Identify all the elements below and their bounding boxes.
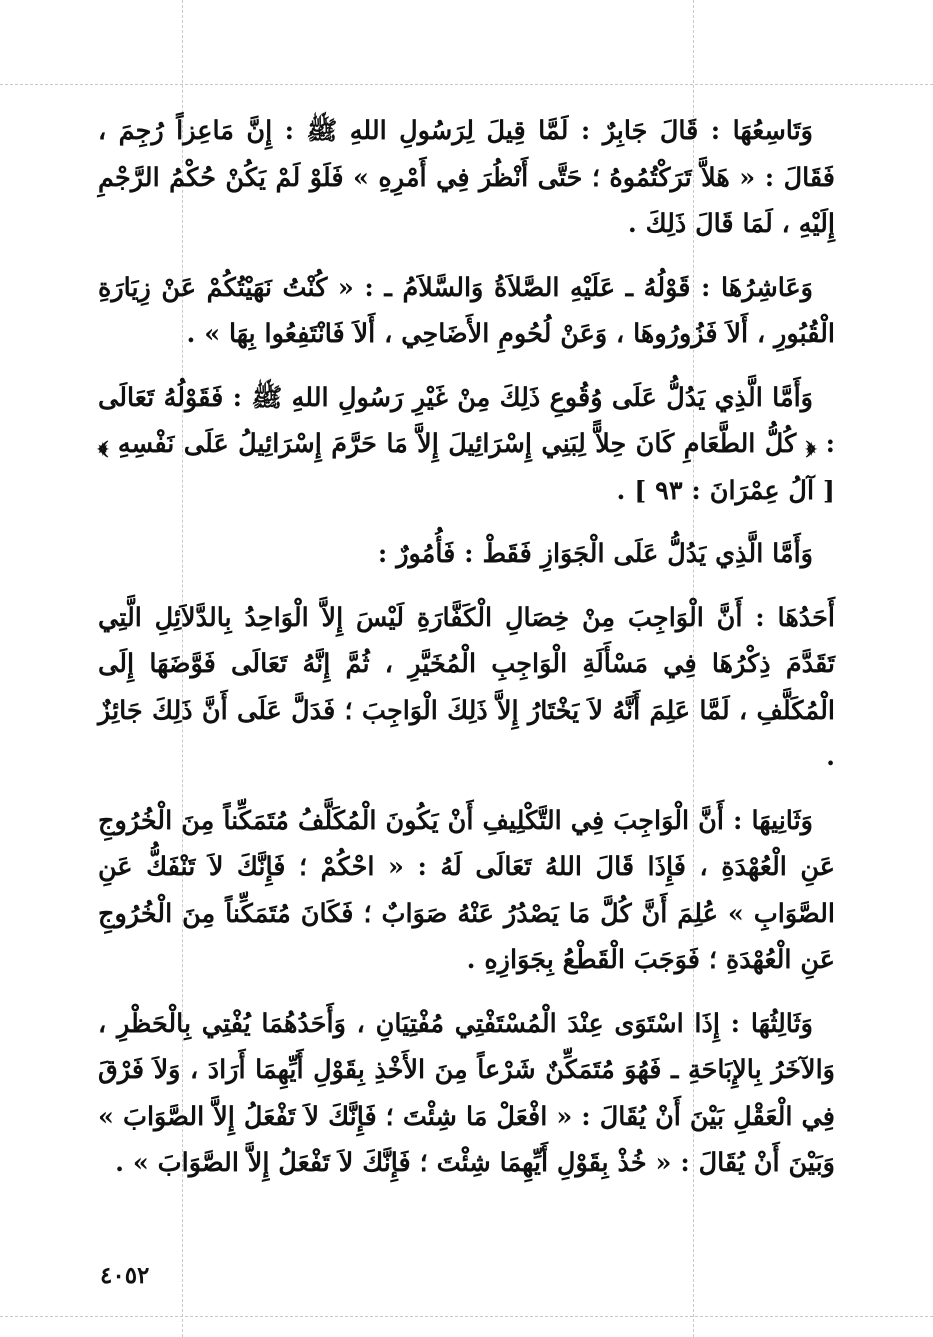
paragraph-third: وَثَالِثُهَا : إِذَا اسْتَوَى عِنْدَ الْمُسْتَفْتِي مُفْتِيَانِ ، وَأَحَدُهُمَا يُفْتِي بِالْحَظْرِ ، وَالآخَرُ بِالإِبَاحَةِ ـ فَهُوَ مُتَمَكِّنٌ شَرْعاً مِنَ الأَخْذِ بِقَوْلِ أَيِّهِمَا أَرَادَ ، وَلاَ فَرْقَ فِي الْعَقْلِ بَيْنَ أَنْ يُقَالَ : « افْعَلْ مَا شِئْتَ ؛ فَإِنَّكَ لاَ تَفْعَلُ إِلاَّ الصَّوَابَ » وَبَيْنَ أَنْ يُقَالَ : « خُذْ بِقَوْلِ أَيِّهِمَا شِئْتَ ؛ فَإِنَّكَ لاَ تَفْعَلُ إِلاَّ الصَّوَابَ » .	[98, 1008, 835, 1178]
scan-guide-line	[0, 1316, 933, 1317]
paragraph-first: أَحَدُهَا : أَنَّ الْوَاجِبَ مِنْ خِصَالِ الْكَفَّارَةِ لَيْسَ إِلاَّ الْوَاحِدُ بِالدَّلاَئِلِ الَّتِي تَقَدَّمَ ذِكْرُهَا فِي مَسْأَلَةِ الْوَاجِبِ الْمُخَيَّرِ ، ثُمَّ إِنَّهُ تَعَالَى فَوَّضَهَا إِلَى الْمُكَلَّفِ ، لَمَّا عَلِمَ أَنَّهُ لاَ يَخْتَارُ إِلاَّ ذَلِكَ الْوَاجِبَ ؛ فَدَلَّ عَلَى أَنَّ ذَلِكَ جَائِزٌ .	[98, 602, 835, 772]
scan-guide-line	[0, 84, 933, 85]
paragraph-second: وَثَانِيهَا : أَنَّ الْوَاجِبَ فِي التَّكْلِيفِ أَنْ يَكُونَ الْمُكَلَّفُ مُتَمَكِّناً مِنَ الْخُرُوجِ عَنِ الْعُهْدَةِ ، فَإِذَا قَالَ اللهُ تَعَالَى لَهُ : « احْكُمْ ؛ فَإِنَّكَ لاَ تَنْفَكُّ عَنِ الصَّوَابِ » عُلِمَ أَنَّ كُلَّ مَا يَصْدُرُ عَنْهُ صَوَابٌ ؛ فَكَانَ مُتَمَكِّناً مِنَ الْخُرُوجِ عَنِ الْعُهْدَةِ ؛ فَوَجَبَ الْقَطْعُ بِجَوَازِهِ .	[98, 805, 835, 975]
paragraph-ninth: وَتَاسِعُهَا : قَالَ جَابِرٌ : لَمَّا قِيلَ لِرَسُولِ اللهِ ﷺ : إِنَّ مَاعِزاً رُجِمَ ، فَقَالَ : « هَلاَّ تَرَكْتُمُوهُ ؛ حَتَّى أَنْظُرَ فِي أَمْرِهِ » فَلَوْ لَمْ يَكُنْ حُكْمُ الرَّجْمِ إِلَيْهِ ، لَمَا قَالَ ذَلِكَ .	[98, 116, 835, 239]
section-heading: وَأَمَّا الَّذِي يَدُلُّ عَلَى الْجَوَازِ فَقَطْ : فَأُمُورٌ :	[377, 539, 813, 569]
paragraph-tenth: وَعَاشِرُهَا : قَوْلُهُ ـ عَلَيْهِ الصَّلاَةُ وَالسَّلاَمُ ـ : « كُنْتُ نَهَيْتُكُمْ عَنْ زِيَارَةِ الْقُبُورِ ، أَلاَ فَزُورُوهَا ، وَعَنْ لُحُومِ الأَضَاحِي ، أَلاَ فَانْتَفِعُوا بِهَا » .	[98, 272, 835, 349]
body-text	[98, 108, 835, 1204]
paragraph-quran-citation: وَأَمَّا الَّذِي يَدُلُّ عَلَى وُقُوعِ ذَلِكَ مِنْ غَيْرِ رَسُولِ اللهِ ﷺ : فَقَوْلُهُ تَعَالَى : ﴿ كُلُّ الطَّعَامِ كَانَ حِلاًّ لِبَنِي إِسْرَائِيلَ إِلاَّ مَا حَرَّمَ إِسْرَائِيلُ عَلَى نَفْسِهِ ﴾ [ آلُ عِمْرَانَ : ٩٣ ] .	[98, 382, 835, 506]
page-number: ٤٠٥٢	[100, 1262, 150, 1289]
